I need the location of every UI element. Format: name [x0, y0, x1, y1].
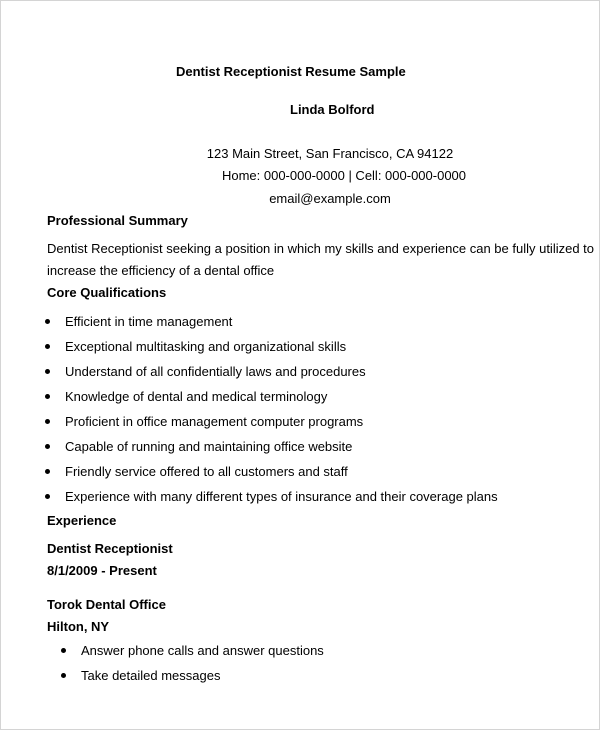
company-name: Torok Dental Office: [47, 597, 166, 612]
bullet-icon: [61, 648, 66, 653]
bullet-icon: [45, 444, 50, 449]
list-item: Proficient in office management computer programs: [65, 414, 364, 429]
bullet-icon: [45, 494, 50, 499]
job-dates: 8/1/2009 - Present: [47, 563, 157, 578]
job-title: Dentist Receptionist: [47, 541, 173, 556]
summary-line-2: increase the efficiency of a dental office: [47, 263, 275, 278]
list-item: Friendly service offered to all customers and staff: [65, 464, 348, 479]
list-item: Experience with many different types of insurance and their coverage plans: [65, 489, 498, 504]
bullet-icon: [61, 673, 66, 678]
bullet-icon: [45, 419, 50, 424]
contact-address: 123 Main Street, San Francisco, CA 94122: [206, 146, 454, 161]
experience-heading: Experience: [47, 513, 117, 528]
bullet-icon: [45, 469, 50, 474]
contact-email: email@example.com: [269, 191, 391, 206]
company-location: Hilton, NY: [47, 619, 110, 634]
list-item: Capable of running and maintaining office website: [65, 439, 353, 454]
list-item: Answer phone calls and answer questions: [81, 643, 324, 658]
bullet-icon: [45, 344, 50, 349]
applicant-name: Linda Bolford: [290, 102, 375, 117]
bullet-icon: [45, 369, 50, 374]
list-item: Knowledge of dental and medical terminology: [65, 389, 328, 404]
summary-heading: Professional Summary: [47, 213, 188, 228]
list-item: Understand of all confidentially laws and procedures: [65, 364, 366, 379]
bullet-icon: [45, 319, 50, 324]
contact-phones: Home: 000-000-0000 | Cell: 000-000-0000: [221, 168, 467, 183]
summary-line-1: Dentist Receptionist seeking a position in which my skills and experience can be fully utilized to: [47, 241, 595, 256]
document-title: Dentist Receptionist Resume Sample: [176, 64, 406, 79]
list-item: Efficient in time management: [65, 314, 233, 329]
qualifications-heading: Core Qualifications: [47, 285, 167, 300]
list-item: Exceptional multitasking and organizational skills: [65, 339, 347, 354]
list-item: Take detailed messages: [81, 668, 221, 683]
bullet-icon: [45, 394, 50, 399]
